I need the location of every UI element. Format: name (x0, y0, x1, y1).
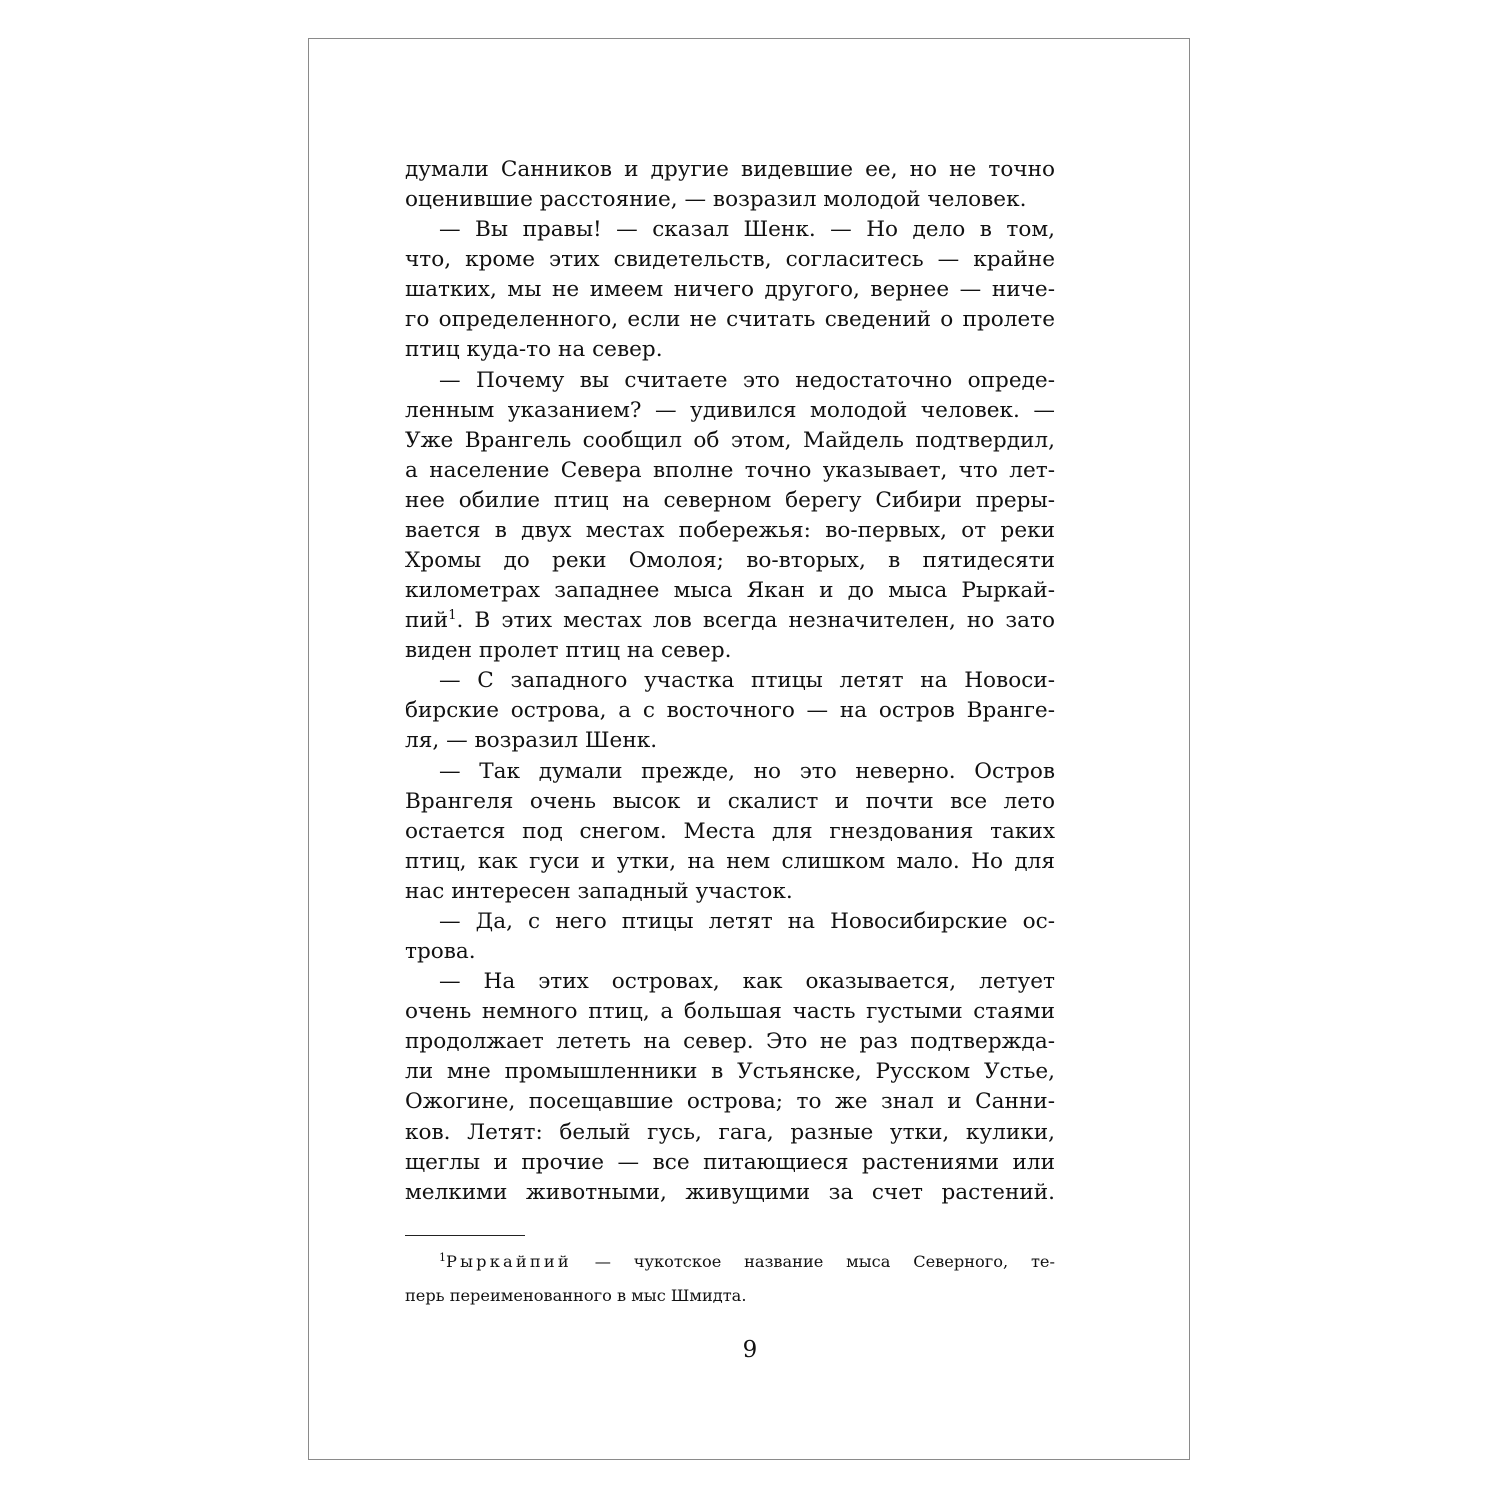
text-line: бирские острова, а с восточного — на остров Вранге- (405, 698, 1055, 724)
text-line: — На этих островах, как оказывается, летует (439, 969, 1055, 995)
footnote-divider (405, 1235, 525, 1236)
text-line: Ожогине, посещавшие острова; то же знал и Санни- (405, 1089, 1055, 1115)
footnote-reference[interactable]: 1 (448, 608, 457, 624)
text-line: птиц, как гуси и утки, на нем слишком мало. Но для (405, 848, 1055, 874)
footnote-term: Рыркайпий (446, 1252, 572, 1271)
text-line: виден пролет птиц на север. (405, 638, 732, 664)
text-line: что, кроме этих свидетельств, согласитесь — крайне (405, 247, 1055, 273)
text-line: — С западного участка птицы летят на Новоси- (439, 668, 1055, 694)
text-line: — Вы правы! — сказал Шенк. — Но дело в том, (439, 217, 1055, 243)
text-line: нас интересен западный участок. (405, 878, 793, 904)
text-line: — Почему вы считаете это недостаточно опреде- (439, 367, 1055, 393)
footnote-line: перь переименованного в мыс Шмидта. (405, 1286, 747, 1305)
text-line: шатких, мы не имеем ничего другого, вернее — ниче- (405, 277, 1055, 303)
text-line: оценившие расстояние, — возразил молодой человек. (405, 187, 1027, 213)
page-number: 9 (742, 1337, 758, 1363)
text-line: го определенного, если не считать сведений о пролете (405, 307, 1055, 333)
text-line: ля, — возразил Шенк. (405, 728, 658, 754)
footnote-number: 1 (439, 1251, 446, 1264)
text-line: остается под снегом. Места для гнездования таких (405, 818, 1055, 844)
footnotes (405, 1245, 1055, 1313)
text-line: — Так думали прежде, но это неверно. Остров (439, 758, 1055, 784)
text-line: мелкими животными, живущими за счет растений. (405, 1179, 1055, 1205)
text-line: очень немного птиц, а большая часть густыми стаями (405, 999, 1055, 1025)
text-line: Уже Врангель сообщил об этом, Майдель подтвердил, (405, 427, 1055, 453)
text-line: ленным указанием? — удивился молодой человек. — (405, 397, 1055, 423)
text-line: думали Санников и другие видевшие ее, но не точно (405, 157, 1055, 182)
book-page (308, 38, 1190, 1460)
text-line: вается в двух местах побережья: во-первых, от реки (405, 517, 1055, 543)
text-fragment: . В этих местах лов всегда незначителен, но зато (456, 608, 1055, 634)
text-line: ли мне промышленники в Устьянске, Русском Устье, (405, 1059, 1055, 1085)
text-line: ков. Летят: белый гусь, гага, разные утки, кулики, (405, 1119, 1055, 1145)
text-line: Врангеля очень высок и скалист и почти все лето (405, 788, 1055, 814)
footnote-text: — чукотское название мыса Северного, те- (594, 1252, 1055, 1271)
text-line: трова. (405, 939, 476, 965)
main-text (405, 155, 1055, 1208)
text-line: продолжает лететь на север. Это не раз подтвержда- (405, 1029, 1055, 1055)
text-line: птиц куда-то на север. (405, 337, 663, 363)
text-line-with-footnote-ref (405, 606, 1055, 636)
text-line: щеглы и прочие — все питающиеся растениями или (405, 1149, 1055, 1175)
text-line: а население Севера вполне точно указывает, что лет- (405, 457, 1055, 483)
text-line: Хромы до реки Омолоя; во-вторых, в пятидесяти (405, 548, 1055, 574)
text-fragment: пий (405, 608, 449, 634)
text-line: нее обилие птиц на северном берегу Сибири преры- (405, 487, 1055, 513)
footnote-line (405, 1245, 1055, 1279)
text-line: километрах западнее мыса Якан и до мыса Рыркай- (405, 578, 1055, 604)
text-line: — Да, с него птицы летят на Новосибирские ос- (439, 908, 1055, 934)
